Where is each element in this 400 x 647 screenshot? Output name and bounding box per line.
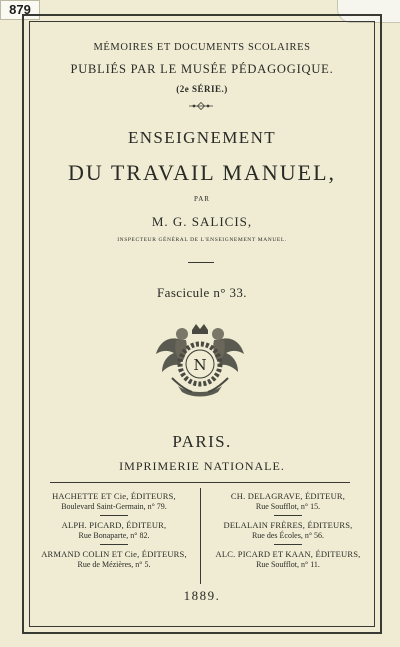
publisher-name: ALC. PICARD ET KAAN, ÉDITEURS, [215,549,361,559]
publisher-name: ALPH. PICARD, ÉDITEUR, [61,520,167,530]
publisher-name: ARMAND COLIN ET Cie, ÉDITEURS, [41,549,187,559]
ornament-icon [189,102,213,110]
publisher-address: Boulevard Saint-Germain, n° 79. [61,502,167,511]
divider [188,262,214,263]
separator [274,544,302,545]
separator [274,515,302,516]
series-number: (2e SÉRIE.) [176,84,228,94]
imperial-emblem-icon [152,320,248,402]
title-line-1: ENSEIGNEMENT [127,128,277,147]
publisher-name: HACHETTE ET Cie, ÉDITEURS, [52,491,176,501]
publisher-address: Rue Soufflot, n° 11. [256,560,320,569]
publisher-right-1 [208,491,368,569]
imprint-city: PARIS. [172,432,232,451]
series-heading: MÉMOIRES ET DOCUMENTS SCOLAIRES [93,42,311,53]
separator [100,515,128,516]
publisher-address: Rue de Mézières, n° 5. [77,560,151,569]
publisher-left-1 [34,491,194,569]
fascicle-number: Fascicule n° 33. [157,285,247,300]
publishers-divider [200,488,201,584]
emblem-letter: N [193,356,207,374]
publisher-name: DELALAIN FRÈRES, ÉDITEURS, [223,520,353,530]
title-line-2: DU TRAVAIL MANUEL, [67,160,337,185]
publishers-rule [50,482,350,483]
publisher-heading: PUBLIÉS PAR LE MUSÉE PÉDAGOGIQUE. [70,62,334,76]
publisher-address: Rue Bonaparte, n° 82. [78,531,150,540]
publisher-address: Rue des Écoles, n° 56. [251,531,325,540]
publication-year: 1889. [183,588,221,603]
author-name: M. G. SALICIS, [151,214,253,229]
author-role: INSPECTEUR GÉNÉRAL DE L'ENSEIGNEMENT MANUEL. [117,237,287,243]
publisher-address: Rue Soufflot, n° 15. [255,502,321,511]
catalog-tag: 879 [0,0,40,20]
by-label: PAR [194,195,210,203]
imprint-printer: IMPRIMERIE NATIONALE. [119,459,285,473]
publisher-name: CH. DELAGRAVE, ÉDITEUR, [230,491,346,501]
separator [100,544,128,545]
